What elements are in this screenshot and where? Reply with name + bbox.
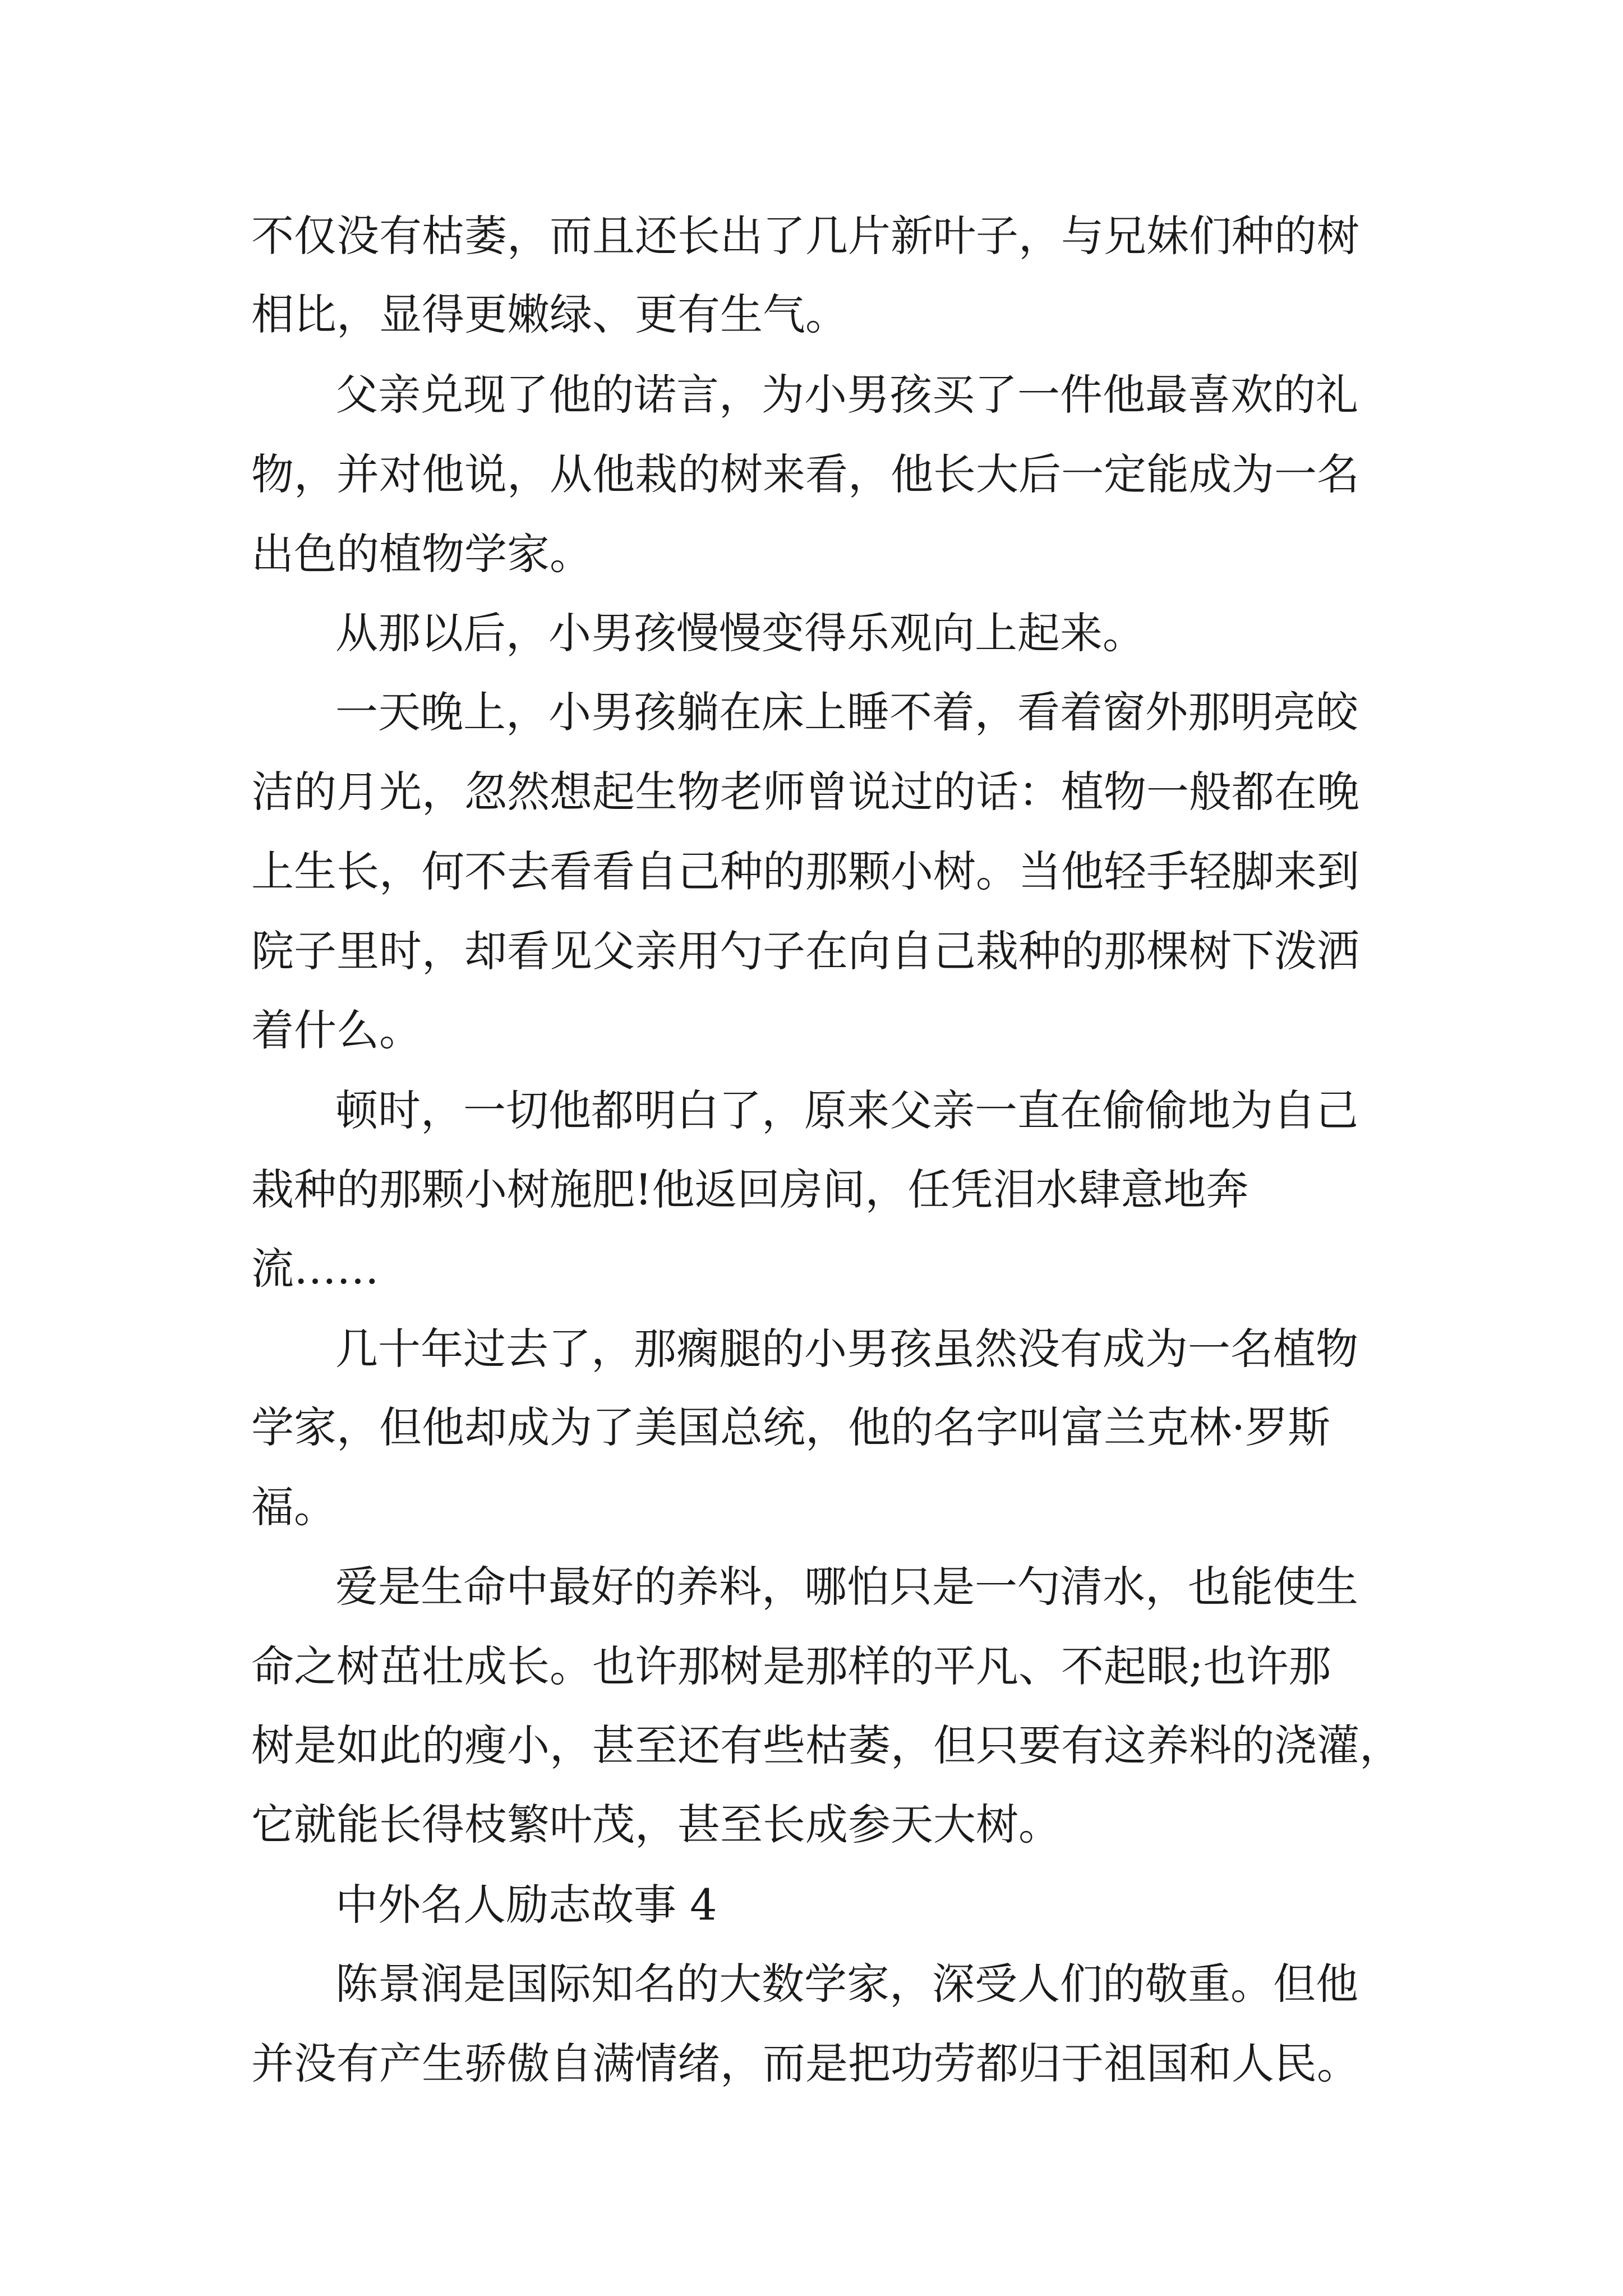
paragraph-end: 出色的植物学家。: [251, 529, 592, 579]
text-line: [0, 1953, 1623, 2015]
text-line: [0, 1556, 1623, 1618]
text-line: [0, 1318, 1623, 1380]
paragraph-continuation: 命之树茁壮成长。也许那树是那样的平凡、不起眼;也许那: [251, 1641, 1331, 1691]
paragraph-continuation: 并没有产生骄傲自满情绪，而是把功劳都归于祖国和人民。: [251, 2039, 1359, 2088]
paragraph-start: 父亲兑现了他的诺言，为小男孩买了一件他最喜欢的礼: [335, 370, 1358, 420]
section-heading-text: 中外名人励志故事 4: [335, 1880, 717, 1930]
section-heading: [0, 1874, 1623, 1936]
text-line: [0, 1238, 1623, 1300]
paragraph-end: 福。: [251, 1482, 336, 1532]
paragraph-continuation: 栽种的那颗小树施肥!他返回房间，任凭泪水肆意地奔: [251, 1165, 1249, 1214]
paragraph-end: 它就能长得枝繁叶茂，甚至长成参天大树。: [251, 1800, 1061, 1849]
text-line: [0, 1794, 1623, 1856]
text-line: [0, 1636, 1623, 1697]
text-line: [0, 1000, 1623, 1061]
paragraph-continuation: 树是如此的瘦小，甚至还有些枯萎，但只要有这养料的浇灌，: [251, 1720, 1402, 1770]
text-line: [0, 602, 1623, 664]
text-line: [0, 1715, 1623, 1777]
paragraph-end: 着什么。: [251, 1005, 422, 1055]
paragraph-continuation: 物，并对他说，从他栽的树来看，他长大后一定能成为一名: [251, 449, 1359, 499]
paragraph-continuation: 院子里时，却看见父亲用勺子在向自己栽种的那棵树下泼洒: [251, 926, 1359, 976]
paragraph-single: 从那以后，小男孩慢慢变得乐观向上起来。: [335, 608, 1145, 658]
text-line: [0, 205, 1623, 267]
paragraph-end: 相比，显得更嫩绿、更有生气。: [251, 289, 848, 339]
paragraph-start: 一天晚上，小男孩躺在床上睡不着，看着窗外那明亮皎: [335, 687, 1358, 737]
paragraph-continuation: 学家，但他却成为了美国总统，他的名字叫富兰克林·罗斯: [251, 1402, 1331, 1452]
paragraph-end: 流……: [251, 1244, 379, 1294]
paragraph-start: 爱是生命中最好的养料，哪怕只是一勺清水，也能使生: [335, 1562, 1358, 1612]
text-line: [0, 1080, 1623, 1142]
text-line: [0, 523, 1623, 585]
text-line: [0, 682, 1623, 743]
paragraph-start: 几十年过去了，那瘸腿的小男孩虽然没有成为一名植物: [335, 1324, 1358, 1374]
text-line: [0, 1476, 1623, 1538]
paragraph-continuation: 不仅没有枯萎，而且还长出了几片新叶子，与兄妹们种的树: [251, 211, 1359, 261]
text-line: [0, 761, 1623, 823]
text-line: [0, 364, 1623, 426]
text-line: [0, 921, 1623, 982]
text-line: [0, 841, 1623, 903]
text-line: [0, 1159, 1623, 1221]
text-line: [0, 284, 1623, 346]
text-line: [0, 444, 1623, 505]
paragraph-start: 陈景润是国际知名的大数学家，深受人们的敬重。但他: [335, 1959, 1358, 2009]
text-line: [0, 1397, 1623, 1458]
paragraph-continuation: 洁的月光，忽然想起生物老师曾说过的话：植物一般都在晚: [251, 767, 1359, 817]
text-line: [0, 2033, 1623, 2095]
paragraph-start: 顿时，一切他都明白了，原来父亲一直在偷偷地为自己: [335, 1085, 1358, 1135]
paragraph-continuation: 上生长，何不去看看自己种的那颗小树。当他轻手轻脚来到: [251, 846, 1359, 896]
